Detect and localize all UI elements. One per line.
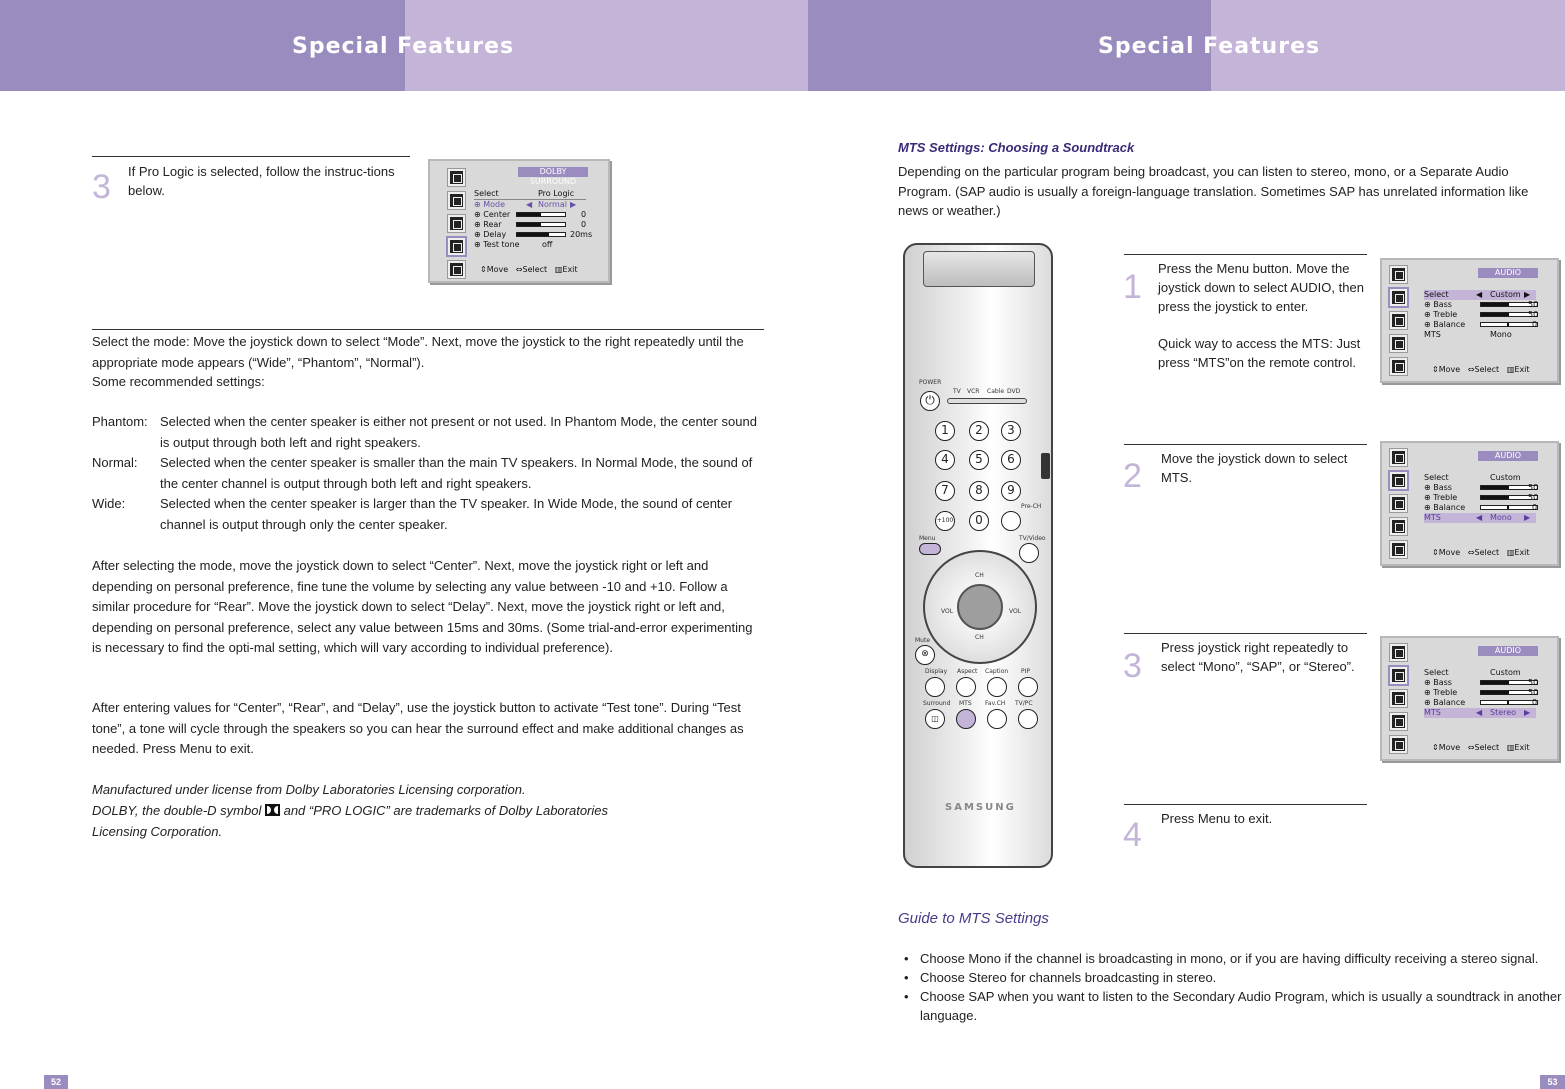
step-4-text: Press Menu to exit. [1161,811,1273,826]
vol-up-label: VOL [1009,608,1022,615]
caption-button[interactable] [987,677,1007,697]
osd-label: Select [474,189,499,198]
step4-rule [1124,804,1367,805]
osd-select: Select [1474,365,1500,374]
osd-label: Balance [1433,320,1466,329]
digit-2-button[interactable]: 2 [969,421,989,441]
license-line-1: Manufactured under license from Dolby Laboratories Licensing corporation. [92,782,526,797]
step3-rule [92,156,410,157]
channel-icon [1390,690,1407,707]
osd-value: 0 [1532,503,1538,512]
osd-row-mts [1424,330,1536,340]
osd-value: off [542,240,553,249]
mute-label: Mute [915,637,931,644]
osd-row-rear: ⊕ Rear 0 [474,220,587,229]
osd-footer: ⇕Move ⇔Select ▥Exit [480,265,578,274]
channel-icon [1390,495,1407,512]
caption-label: Caption [985,668,1009,675]
audio-osd-3 [1380,636,1559,761]
osd-select: Select [1474,548,1500,557]
guide-title: Guide to MTS Settings [898,910,1049,927]
menu-label: Menu [919,535,936,542]
osd-value: Mono [1490,513,1512,522]
osd-label: MTS [1424,513,1441,522]
osd-label: Treble [1433,493,1458,502]
tvpc-label: TV/PC [1015,700,1033,707]
step-2-text: Move the joystick down to select MTS. [1161,451,1348,485]
osd-label: Delay [483,230,507,239]
digit-4-button[interactable]: 4 [935,450,955,470]
osd-select: Select [522,265,548,274]
digit-3-button[interactable]: 3 [1001,421,1021,441]
setup-icon [1390,736,1407,753]
setting-desc-normal: Selected when the center speaker is smaller than the main TV speakers. In Normal Mode, the sound of the center channel is output through both left and right speakers. [160,455,753,491]
audio-osd-1 [1380,258,1559,383]
setup-icon [448,261,465,278]
license-text: and “PRO LOGIC” are trademarks of Dolby Laboratories [283,803,609,818]
osd-value: 0 [581,220,587,229]
osd-row-treble: ⊕ Treble 50 [1424,310,1539,319]
mode-vcr-label: VCR [967,388,980,395]
sound-icon [1390,289,1407,306]
osd-label: Select [1424,290,1449,299]
guide-item: • Choose Stereo for channels broadcasting in stereo. [898,968,1562,987]
osd-value: Pro Logic [538,189,575,198]
osd-exit: Exit [1514,548,1530,557]
setting-term-phantom: Phantom: [92,414,148,429]
osd-bar [1480,505,1538,510]
osd-value: 0 [1532,320,1538,329]
step2-rule [1124,444,1367,445]
step3-rule-right [1124,633,1367,634]
osd-row-bass: ⊕ Bass 50 [1424,300,1539,309]
digit-9-button[interactable]: 9 [1001,481,1021,501]
sound-icon [448,192,465,209]
osd-label: Bass [1433,678,1452,687]
osd-value: Custom [1490,473,1521,482]
osd-row-center: ⊕ Center 0 [474,210,587,219]
osd-row-delay: ⊕ Delay 20ms [474,230,593,239]
osd-row-treble: ⊕ Treble 50 [1424,688,1539,697]
brand-logo: SAMSUNG [945,802,1016,813]
aspect-button[interactable] [956,677,976,697]
osd-move: Move [1438,365,1461,374]
tvvideo-label: TV/Video [1019,535,1046,542]
vol-down-label: VOL [941,608,954,615]
guide-item: • Choose Mono if the channel is broadcasting in mono, or if you are having difficulty receiving a stereo signal. [898,949,1562,968]
digit-8-button[interactable]: 8 [969,481,989,501]
osd-move: Move [1438,743,1461,752]
osd-label: Bass [1433,483,1452,492]
osd-label: Test tone [483,240,520,249]
osd-footer: ⇕Move ⇔Select ▥Exit [1432,548,1530,557]
surround-icon [448,238,465,255]
osd-bar [516,222,566,227]
tvvideo-button[interactable] [1019,543,1039,563]
step3-text: If Pro Logic is selected, follow the instruc-tions below. [128,164,395,198]
osd-title: AUDIO [1478,451,1538,461]
digit-7-button[interactable]: 7 [935,481,955,501]
digit-5-button[interactable]: 5 [969,450,989,470]
step-4-number: 4 [1123,816,1142,854]
license-line-3: Licensing Corporation. [92,824,223,839]
osd-value: Mono [1490,330,1512,339]
joystick-ring[interactable] [923,550,1037,664]
osd-row-bass: ⊕ Bass 50 [1424,678,1539,687]
pip-button[interactable] [1018,677,1038,697]
step-1-number: 1 [1123,268,1142,306]
setup-icon [1390,541,1407,558]
setting-desc-phantom: Selected when the center speaker is either not present or not used. In Phantom Mode, the center sound is output through both left and right speakers. [160,414,757,450]
step-3-number: 3 [1123,647,1142,685]
osd-exit: Exit [1514,365,1530,374]
osd-label: Balance [1433,503,1466,512]
pip-label: PIP [1021,668,1031,675]
osd-title: AUDIO [1478,646,1538,656]
picture-icon [1390,449,1407,466]
recommended-heading: Some recommended settings: [92,374,265,389]
mute-button[interactable]: ⊗ [915,645,935,665]
ch-down-label: CH [975,634,984,641]
osd-exit: Exit [562,265,578,274]
osd-row-balance: ⊕ Balance 0 [1424,503,1538,512]
tvpc-button[interactable] [1018,709,1038,729]
prech-label: Pre-CH [1021,503,1042,510]
mts-intro: Depending on the particular program being broadcast, you can listen to stereo, mono, or a Separate Audio Program. (SAP audio is usually a foreign-language translation. Sometimes SAP has unrelated information like news or weather.) [898,164,1529,218]
remote-ir-window [923,251,1035,287]
surround-label: Surround [923,700,951,707]
dolby-surround-osd [428,159,610,283]
remote-control [903,243,1053,868]
channel-icon [448,215,465,232]
step-3-text: Press joystick right repeatedly to select “Mono”, “SAP”, or “Stereo”. [1161,640,1355,674]
surround-icon [1390,713,1407,730]
osd-footer: ⇕Move ⇔Select ▥Exit [1432,743,1530,752]
osd-value: 0 [581,210,587,219]
digit-1-button[interactable]: 1 [935,421,955,441]
favch-label: Fav.CH [985,700,1006,707]
prech-button[interactable] [1001,511,1021,531]
osd-value: 50 [1528,310,1539,319]
osd-footer: ⇕Move ⇔Select ▥Exit [1432,365,1530,374]
osd-row-balance: ⊕ Balance 0 [1424,320,1538,329]
osd-label: MTS [1424,330,1441,339]
surround-button[interactable]: ◫ [925,709,945,729]
audio-osd-2 [1380,441,1559,566]
picture-icon [1390,644,1407,661]
osd-move: Move [1438,548,1461,557]
osd-value: 0 [1532,698,1538,707]
center-paragraph: After selecting the mode, move the joystick down to select “Center”. Next, move the joystick right or left and depending on personal preference, fine tune the volume by selecting any value between -10 and +10. Follow a similar procedure for “Rear”. Move the joystick down to select “Delay”. Next, move the joystick right or left and, depending on personal preference, select any value between 15ms and 30ms. (Some trial-and-error experimenting is necessary to find the opti-mal setting, which will vary according to individual preference). [92,558,753,656]
digit-0-button[interactable]: 0 [969,511,989,531]
osd-row-select [1424,473,1536,483]
setting-desc-wide: Selected when the center speaker is larger than the TV speaker. In Wide Mode, the sound of center channel is output through only the center speaker. [160,496,733,532]
license-text: DOLBY, the double-D symbol [92,803,262,818]
osd-row-select [474,189,586,199]
step-2-number: 2 [1123,457,1142,495]
osd-title: DOLBY SURROUND [518,167,588,177]
osd-title: AUDIO [1478,268,1538,278]
page-number-left: 52 [44,1075,68,1089]
osd-label: Treble [1433,310,1458,319]
osd-select: Select [1474,743,1500,752]
plus100-button[interactable]: +100 [935,511,955,531]
test-tone-paragraph: After entering values for “Center”, “Rear”, and “Delay”, use the joystick button to activate “Test tone”. During “Test tone”, a tone will cycle through the speakers so you can hear the surround effect and make additional changes as needed. Press Menu to exit. [92,700,744,757]
page-number-right: 53 [1540,1075,1565,1089]
setup-icon [1390,358,1407,375]
section-rule [92,329,764,330]
osd-label: Treble [1433,688,1458,697]
osd-value: 20ms [570,230,593,239]
display-label: Display [925,668,948,675]
osd-row-treble: ⊕ Treble 50 [1424,493,1539,502]
mts-section-title: MTS Settings: Choosing a Soundtrack [898,140,1135,155]
osd-value: Stereo [1490,708,1517,717]
left-header-title: Special Features [292,34,515,59]
favch-button[interactable] [987,709,1007,729]
osd-row-mts: MTS ◀ Mono ▶ [1424,513,1536,523]
osd-value: 50 [1528,483,1539,492]
sound-icon [1390,667,1407,684]
mode-tv-label: TV [953,388,961,395]
osd-label: Rear [483,220,502,229]
osd-value: 50 [1528,493,1539,502]
osd-row-testtone: ⊕ Test tone off [474,240,553,249]
osd-label: Select [1424,473,1449,482]
picture-icon [1390,266,1407,283]
osd-exit: Exit [1514,743,1530,752]
osd-value: Custom [1490,668,1521,677]
osd-value: 50 [1528,300,1539,309]
mode-cable-label: Cable [987,388,1005,395]
osd-value: 50 [1528,678,1539,687]
side-button[interactable] [1041,453,1050,479]
osd-label: Mode [483,200,506,209]
step1-rule [1124,254,1367,255]
guide-list [898,949,1562,1025]
mts-label: MTS [959,700,972,707]
channel-icon [1390,312,1407,329]
step-1-quick-tip: Quick way to access the MTS: Just press “MTS”on the remote control. [1158,336,1361,370]
setting-term-normal: Normal: [92,455,138,470]
aspect-label: Aspect [957,668,978,675]
osd-bar [1480,322,1538,327]
osd-value: Custom [1490,290,1521,299]
step-1-text: Press the Menu button. Move the joystick down to select AUDIO, then press the joystick to enter. [1158,261,1364,314]
dolby-double-d-icon [265,804,280,816]
surround-icon [1390,335,1407,352]
osd-row-mts: MTS ◀ Stereo ▶ [1424,708,1536,718]
osd-value: 50 [1528,688,1539,697]
setting-term-wide: Wide: [92,496,126,511]
osd-label: MTS [1424,708,1441,717]
osd-move: Move [486,265,509,274]
osd-label: Select [1424,668,1449,677]
right-header-title: Special Features [1098,34,1321,59]
mts-button[interactable] [956,709,976,729]
osd-bar [1480,700,1538,705]
power-label: POWER [919,379,942,386]
osd-label: Bass [1433,300,1452,309]
osd-row-select [1424,668,1536,678]
surround-icon [1390,518,1407,535]
osd-value: Normal [538,200,567,209]
ch-up-label: CH [975,572,984,579]
license-line-2 [92,801,762,822]
step-number: 3 [92,168,111,206]
guide-item: • Choose SAP when you want to listen to the Secondary Audio Program, which is usually a soundtrack in another language. [898,987,1562,1025]
mode-intro: Select the mode: Move the joystick down to select “Mode”. Next, move the joystick to the right repeatedly until the appropriate mode appears (“Wide”, “Phantom”, “Normal”). [92,334,744,370]
osd-bar [516,232,566,237]
display-button[interactable] [925,677,945,697]
osd-bar [516,212,566,217]
osd-label: Center [483,210,511,219]
osd-row-bass: ⊕ Bass 50 [1424,483,1539,492]
menu-button[interactable] [919,543,941,555]
joystick-center[interactable] [957,584,1003,630]
digit-6-button[interactable]: 6 [1001,450,1021,470]
osd-row-mode: ⊕ Mode ◀ Normal ▶ [474,200,577,209]
mode-dvd-label: DVD [1007,388,1021,395]
picture-icon [448,169,465,186]
osd-label: Balance [1433,698,1466,707]
sound-icon [1390,472,1407,489]
mode-switch[interactable] [947,398,1027,404]
power-button[interactable]: ⏻ [920,391,940,411]
osd-row-select: Select ◀ Custom ▶ [1424,290,1536,300]
osd-row-balance: ⊕ Balance 0 [1424,698,1538,707]
